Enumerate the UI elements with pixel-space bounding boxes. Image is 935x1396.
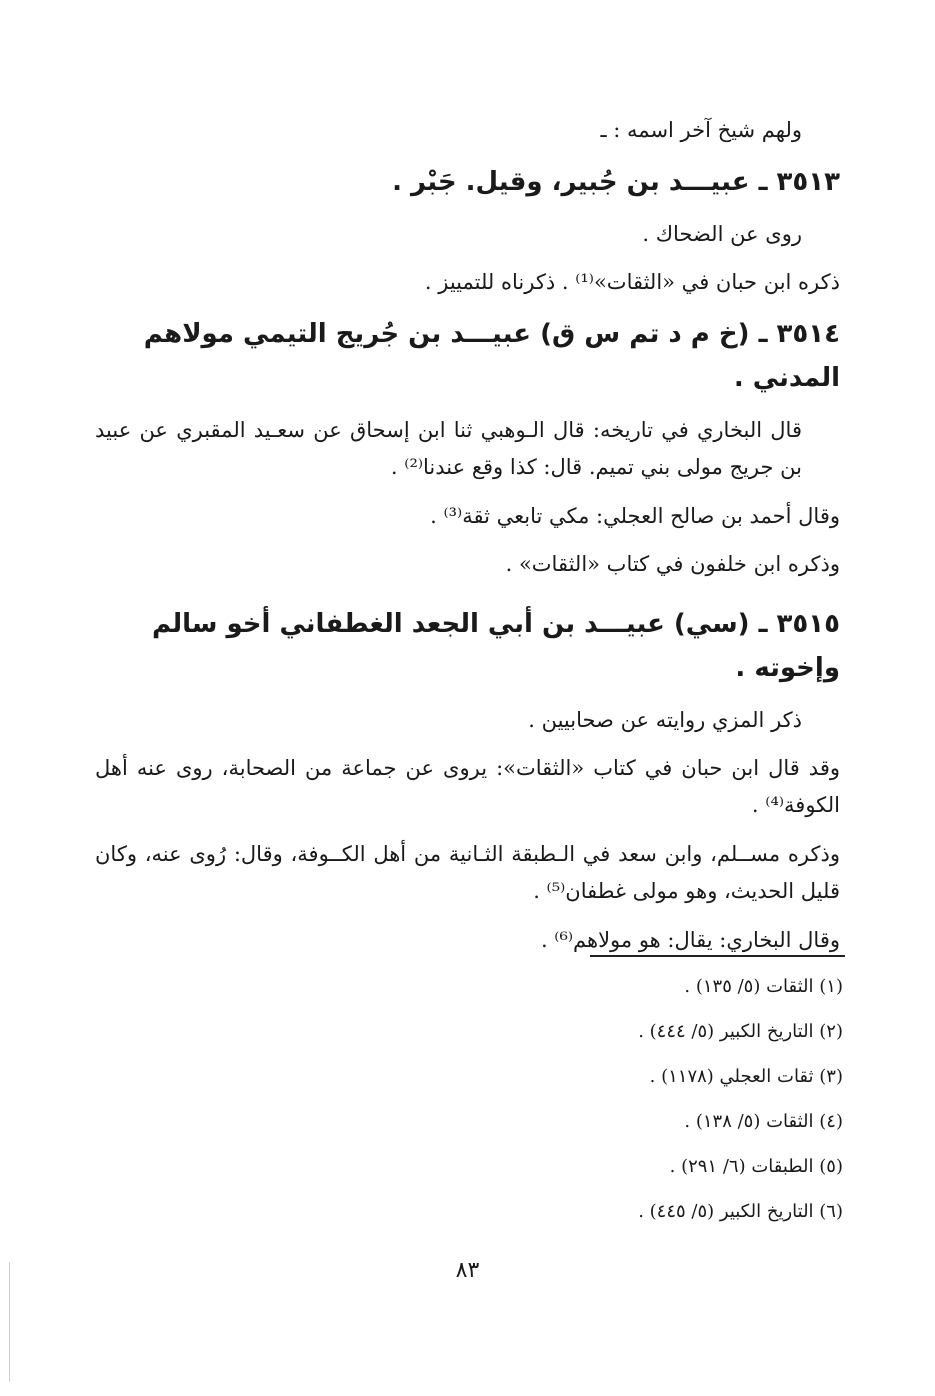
footnote-separator — [590, 955, 845, 957]
entry-heading-3515: ٣٥١٥ ـ (سي) عبيـــد بن أبي الجعد الغطفاني أخو سالم وإخوته . — [151, 609, 840, 683]
entry-heading-3514: ٣٥١٤ ـ (خ م د تم س ق) عبيـــد بن جُريج التيمي مولاهم المدني . — [143, 319, 840, 393]
footnote: (١) الثقات (٥/ ١٣٥) . — [684, 976, 843, 997]
entry-3513-paragraph: روى عن الضحاك . — [642, 222, 802, 246]
footnote: (٣) ثقات العجلي (١١٧٨) . — [649, 1066, 843, 1087]
entry-3514-paragraph: وقال أحمد بن صالح العجلي: مكي تابعي ثقة⁽³⁾ . — [430, 504, 840, 528]
intro-line: ولهم شيخ آخر اسمه : ـ — [600, 118, 802, 142]
footnote: (٥) الطبقات (٦/ ٢٩١) . — [669, 1156, 843, 1177]
entry-3515-paragraph: وقال البخاري: يقال: هو مولاهم⁽⁶⁾ . — [540, 928, 840, 952]
entry-3515-paragraph: وذكره مســلم، وابن سعد في الـطبقة الثـانية من أهل الكــوفة، وقال: رُوى عنه، وكان قليل الحديث، وهو مولى غطفان⁽⁵⁾ . — [95, 842, 840, 903]
scan-margin-line — [9, 1262, 10, 1382]
page-number: ٨٣ — [455, 1258, 480, 1283]
main-text — [95, 112, 840, 958]
entry-3515-paragraph: ذكر المزي روايته عن صحابيين . — [528, 708, 802, 732]
entry-3514-paragraph: وذكره ابن خلفون في كتاب «الثقات» . — [505, 552, 840, 576]
entry-heading-3513: ٣٥١٣ ـ عبيـــد بن جُبير، وقيل. جَبْر . — [392, 167, 840, 197]
entry-3514-paragraph: قال البخاري في تاريخه: قال الـوهبي ثنا ابن إسحاق عن سعـيد المقبري عن عبيد بن جريج مولى بني تميم. قال: كذا وقع عندنا⁽²⁾ . — [95, 418, 802, 479]
footnote: (٢) التاريخ الكبير (٥/ ٤٤٤) . — [638, 1021, 843, 1042]
footnote: (٤) الثقات (٥/ ١٣٨) . — [684, 1111, 843, 1132]
footnotes — [300, 964, 843, 1234]
entry-3513-paragraph: ذكره ابن حبان في «الثقات»⁽¹⁾ . ذكرناه للتمييز . — [424, 270, 840, 294]
footnote: (٦) التاريخ الكبير (٥/ ٤٤٥) . — [638, 1201, 843, 1222]
entry-3515-paragraph: وقد قال ابن حبان في كتاب «الثقات»: يروى عن جماعة من الصحابة، روى عنه أهل الكوفة⁽⁴⁾ . — [95, 756, 840, 817]
